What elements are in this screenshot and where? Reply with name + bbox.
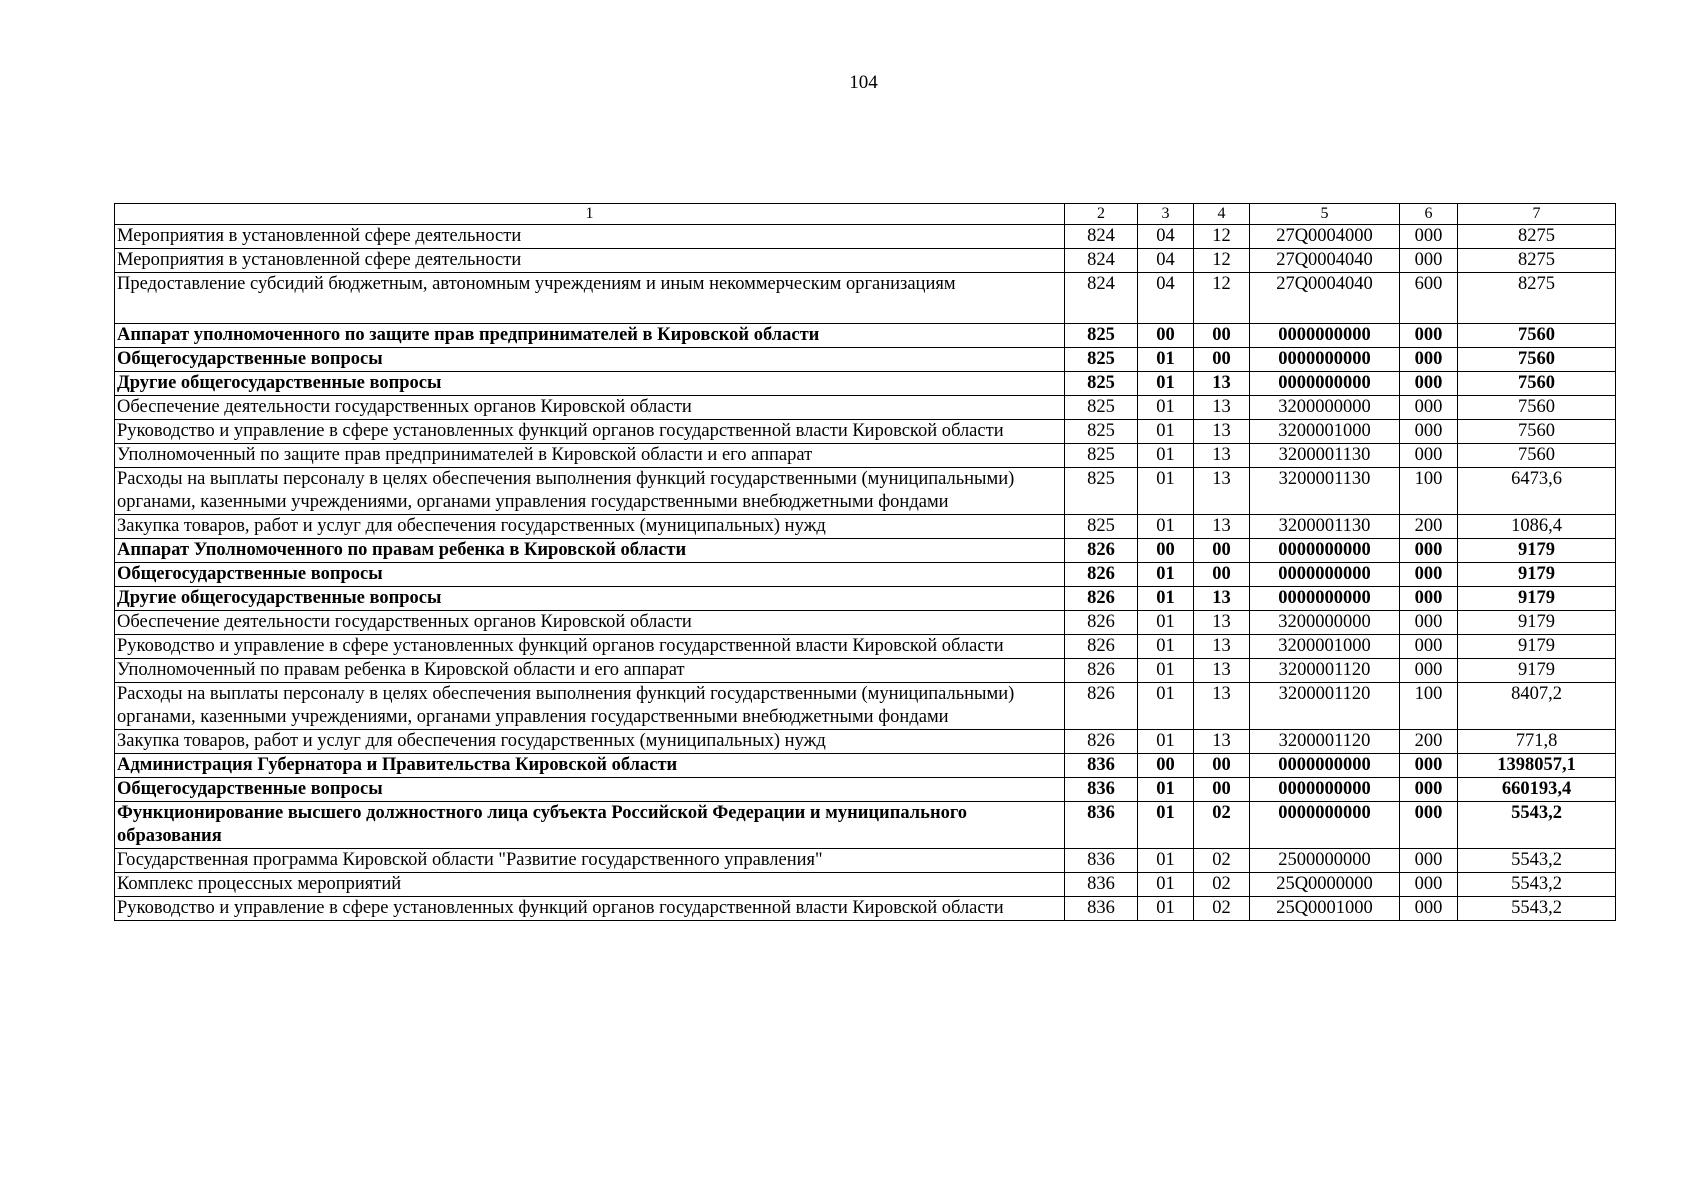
section-cell: 04	[1138, 225, 1194, 249]
table-row	[115, 539, 1616, 563]
budget-table	[114, 203, 1616, 921]
table-row	[115, 225, 1616, 249]
subsection-cell: 13	[1194, 587, 1250, 611]
subsection-cell: 00	[1194, 324, 1250, 348]
amount-cell: 5543,2	[1458, 802, 1616, 849]
section-cell: 01	[1138, 372, 1194, 396]
expense-type-cell: 000	[1400, 225, 1458, 249]
expense-type-cell: 000	[1400, 611, 1458, 635]
target-article-cell: 3200001130	[1250, 444, 1400, 468]
table-row	[115, 273, 1616, 324]
amount-cell: 1086,4	[1458, 515, 1616, 539]
amount-cell: 9179	[1458, 563, 1616, 587]
section-cell: 01	[1138, 444, 1194, 468]
row-name-cell: Государственная программа Кировской области "Развитие государственного управления"	[115, 849, 1065, 873]
row-name-cell: Общегосударственные вопросы	[115, 563, 1065, 587]
section-cell: 04	[1138, 249, 1194, 273]
table-row	[115, 420, 1616, 444]
row-name-cell: Аппарат Уполномоченного по правам ребенка в Кировской области	[115, 539, 1065, 563]
expense-type-cell: 100	[1400, 683, 1458, 730]
subsection-cell: 02	[1194, 897, 1250, 921]
section-cell: 01	[1138, 802, 1194, 849]
target-article-cell: 3200000000	[1250, 396, 1400, 420]
subsection-cell: 13	[1194, 659, 1250, 683]
target-article-cell: 0000000000	[1250, 563, 1400, 587]
subsection-cell: 02	[1194, 802, 1250, 849]
section-cell: 00	[1138, 754, 1194, 778]
amount-cell: 7560	[1458, 348, 1616, 372]
subsection-cell: 12	[1194, 249, 1250, 273]
subsection-cell: 00	[1194, 563, 1250, 587]
table-row	[115, 396, 1616, 420]
table-row	[115, 778, 1616, 802]
target-article-cell: 3200001120	[1250, 659, 1400, 683]
target-article-cell: 27Q0004040	[1250, 273, 1400, 324]
row-name-cell: Комплекс процессных мероприятий	[115, 873, 1065, 897]
table-header-row	[115, 204, 1616, 225]
target-article-cell: 0000000000	[1250, 348, 1400, 372]
row-name-cell: Мероприятия в установленной сфере деятельности	[115, 249, 1065, 273]
amount-cell: 9179	[1458, 611, 1616, 635]
code-cell: 824	[1065, 249, 1138, 273]
table-row	[115, 873, 1616, 897]
expense-type-cell: 000	[1400, 420, 1458, 444]
expense-type-cell: 100	[1400, 468, 1458, 515]
expense-type-cell: 000	[1400, 249, 1458, 273]
header-cell-col5: 5	[1250, 204, 1400, 225]
section-cell: 01	[1138, 468, 1194, 515]
subsection-cell: 12	[1194, 225, 1250, 249]
code-cell: 825	[1065, 444, 1138, 468]
subsection-cell: 00	[1194, 348, 1250, 372]
amount-cell: 6473,6	[1458, 468, 1616, 515]
amount-cell: 7560	[1458, 324, 1616, 348]
expense-type-cell: 000	[1400, 348, 1458, 372]
row-name-cell: Закупка товаров, работ и услуг для обеспечения государственных (муниципальных) нужд	[115, 515, 1065, 539]
row-name-cell: Обеспечение деятельности государственных органов Кировской области	[115, 611, 1065, 635]
code-cell: 836	[1065, 778, 1138, 802]
row-name-cell: Уполномоченный по защите прав предпринимателей в Кировской области и его аппарат	[115, 444, 1065, 468]
expense-type-cell: 000	[1400, 849, 1458, 873]
section-cell: 01	[1138, 396, 1194, 420]
code-cell: 826	[1065, 635, 1138, 659]
table-row	[115, 348, 1616, 372]
section-cell: 01	[1138, 348, 1194, 372]
target-article-cell: 0000000000	[1250, 587, 1400, 611]
amount-cell: 7560	[1458, 444, 1616, 468]
section-cell: 01	[1138, 515, 1194, 539]
target-article-cell: 3200001120	[1250, 730, 1400, 754]
section-cell: 00	[1138, 539, 1194, 563]
code-cell: 836	[1065, 754, 1138, 778]
table-row	[115, 802, 1616, 849]
section-cell: 01	[1138, 873, 1194, 897]
target-article-cell: 25Q0001000	[1250, 897, 1400, 921]
expense-type-cell: 000	[1400, 802, 1458, 849]
table-row	[115, 587, 1616, 611]
row-name-cell: Мероприятия в установленной сфере деятельности	[115, 225, 1065, 249]
subsection-cell: 13	[1194, 683, 1250, 730]
row-name-cell: Расходы на выплаты персоналу в целях обеспечения выполнения функций государственными (муниципальными) органами, казенными учреждениями, органами управления государственными внебюджетными фондами	[115, 468, 1065, 515]
amount-cell: 5543,2	[1458, 897, 1616, 921]
code-cell: 825	[1065, 372, 1138, 396]
code-cell: 836	[1065, 873, 1138, 897]
code-cell: 825	[1065, 420, 1138, 444]
code-cell: 825	[1065, 396, 1138, 420]
table-row	[115, 444, 1616, 468]
expense-type-cell: 000	[1400, 539, 1458, 563]
code-cell: 824	[1065, 273, 1138, 324]
expense-type-cell: 000	[1400, 635, 1458, 659]
row-name-cell: Уполномоченный по правам ребенка в Кировской области и его аппарат	[115, 659, 1065, 683]
table-row	[115, 849, 1616, 873]
amount-cell: 8275	[1458, 225, 1616, 249]
subsection-cell: 00	[1194, 778, 1250, 802]
row-name-cell: Другие общегосударственные вопросы	[115, 587, 1065, 611]
expense-type-cell: 000	[1400, 873, 1458, 897]
section-cell: 01	[1138, 778, 1194, 802]
code-cell: 825	[1065, 515, 1138, 539]
target-article-cell: 0000000000	[1250, 372, 1400, 396]
row-name-cell: Расходы на выплаты персоналу в целях обеспечения выполнения функций государственными (муниципальными) органами, казенными учреждениями, органами управления государственными внебюджетными фондами	[115, 683, 1065, 730]
subsection-cell: 13	[1194, 468, 1250, 515]
target-article-cell: 3200001000	[1250, 635, 1400, 659]
code-cell: 836	[1065, 897, 1138, 921]
target-article-cell: 0000000000	[1250, 539, 1400, 563]
row-name-cell: Закупка товаров, работ и услуг для обеспечения государственных (муниципальных) нужд	[115, 730, 1065, 754]
subsection-cell: 02	[1194, 873, 1250, 897]
amount-cell: 9179	[1458, 659, 1616, 683]
expense-type-cell: 000	[1400, 754, 1458, 778]
table-row	[115, 897, 1616, 921]
target-article-cell: 3200001000	[1250, 420, 1400, 444]
table-row	[115, 730, 1616, 754]
page-number: 104	[849, 72, 878, 93]
table-body	[115, 204, 1616, 921]
code-cell: 836	[1065, 849, 1138, 873]
expense-type-cell: 000	[1400, 778, 1458, 802]
code-cell: 836	[1065, 802, 1138, 849]
header-cell-col2: 2	[1065, 204, 1138, 225]
amount-cell: 7560	[1458, 420, 1616, 444]
amount-cell: 9179	[1458, 635, 1616, 659]
section-cell: 01	[1138, 611, 1194, 635]
amount-cell: 8407,2	[1458, 683, 1616, 730]
header-cell-col4: 4	[1194, 204, 1250, 225]
code-cell: 825	[1065, 324, 1138, 348]
row-name-cell: Руководство и управление в сфере установленных функций органов государственной власти Кировской области	[115, 897, 1065, 921]
expense-type-cell: 200	[1400, 515, 1458, 539]
section-cell: 00	[1138, 324, 1194, 348]
amount-cell: 7560	[1458, 372, 1616, 396]
section-cell: 01	[1138, 897, 1194, 921]
expense-type-cell: 200	[1400, 730, 1458, 754]
code-cell: 826	[1065, 683, 1138, 730]
amount-cell: 5543,2	[1458, 873, 1616, 897]
code-cell: 825	[1065, 348, 1138, 372]
target-article-cell: 3200001130	[1250, 515, 1400, 539]
amount-cell: 9179	[1458, 539, 1616, 563]
expense-type-cell: 000	[1400, 897, 1458, 921]
section-cell: 01	[1138, 659, 1194, 683]
section-cell: 01	[1138, 420, 1194, 444]
code-cell: 824	[1065, 225, 1138, 249]
target-article-cell: 27Q0004040	[1250, 249, 1400, 273]
target-article-cell: 3200001120	[1250, 683, 1400, 730]
subsection-cell: 13	[1194, 515, 1250, 539]
amount-cell: 7560	[1458, 396, 1616, 420]
code-cell: 825	[1065, 468, 1138, 515]
amount-cell: 9179	[1458, 587, 1616, 611]
subsection-cell: 13	[1194, 372, 1250, 396]
target-article-cell: 0000000000	[1250, 802, 1400, 849]
section-cell: 04	[1138, 273, 1194, 324]
header-cell-col6: 6	[1400, 204, 1458, 225]
subsection-cell: 13	[1194, 396, 1250, 420]
target-article-cell: 0000000000	[1250, 778, 1400, 802]
table-row	[115, 659, 1616, 683]
expense-type-cell: 000	[1400, 659, 1458, 683]
subsection-cell: 13	[1194, 611, 1250, 635]
header-cell-col3: 3	[1138, 204, 1194, 225]
subsection-cell: 02	[1194, 849, 1250, 873]
row-name-cell: Обеспечение деятельности государственных органов Кировской области	[115, 396, 1065, 420]
row-name-cell: Предоставление субсидий бюджетным, автономным учреждениям и иным некоммерческим организациям	[115, 273, 1065, 324]
code-cell: 826	[1065, 539, 1138, 563]
table-row	[115, 372, 1616, 396]
subsection-cell: 00	[1194, 539, 1250, 563]
target-article-cell: 3200000000	[1250, 611, 1400, 635]
section-cell: 01	[1138, 635, 1194, 659]
subsection-cell: 13	[1194, 635, 1250, 659]
subsection-cell: 13	[1194, 730, 1250, 754]
row-name-cell: Общегосударственные вопросы	[115, 348, 1065, 372]
expense-type-cell: 600	[1400, 273, 1458, 324]
expense-type-cell: 000	[1400, 587, 1458, 611]
amount-cell: 660193,4	[1458, 778, 1616, 802]
subsection-cell: 13	[1194, 444, 1250, 468]
target-article-cell: 0000000000	[1250, 754, 1400, 778]
table-row	[115, 754, 1616, 778]
table-row	[115, 683, 1616, 730]
amount-cell: 771,8	[1458, 730, 1616, 754]
table-row	[115, 249, 1616, 273]
target-article-cell: 3200001130	[1250, 468, 1400, 515]
code-cell: 826	[1065, 587, 1138, 611]
expense-type-cell: 000	[1400, 444, 1458, 468]
target-article-cell: 2500000000	[1250, 849, 1400, 873]
section-cell: 01	[1138, 683, 1194, 730]
amount-cell: 5543,2	[1458, 849, 1616, 873]
table-row	[115, 468, 1616, 515]
row-name-cell: Функционирование высшего должностного лица субъекта Российской Федерации и муниципального образования	[115, 802, 1065, 849]
row-name-cell: Администрация Губернатора и Правительства Кировской области	[115, 754, 1065, 778]
subsection-cell: 00	[1194, 754, 1250, 778]
row-name-cell: Руководство и управление в сфере установленных функций органов государственной власти Кировской области	[115, 420, 1065, 444]
section-cell: 01	[1138, 849, 1194, 873]
table-row	[115, 515, 1616, 539]
expense-type-cell: 000	[1400, 563, 1458, 587]
code-cell: 826	[1065, 563, 1138, 587]
table-row	[115, 635, 1616, 659]
target-article-cell: 0000000000	[1250, 324, 1400, 348]
expense-type-cell: 000	[1400, 396, 1458, 420]
amount-cell: 8275	[1458, 273, 1616, 324]
expense-type-cell: 000	[1400, 372, 1458, 396]
section-cell: 01	[1138, 587, 1194, 611]
expense-type-cell: 000	[1400, 324, 1458, 348]
target-article-cell: 25Q0000000	[1250, 873, 1400, 897]
header-cell-col7: 7	[1458, 204, 1616, 225]
row-name-cell: Общегосударственные вопросы	[115, 778, 1065, 802]
amount-cell: 1398057,1	[1458, 754, 1616, 778]
section-cell: 01	[1138, 563, 1194, 587]
code-cell: 826	[1065, 611, 1138, 635]
subsection-cell: 12	[1194, 273, 1250, 324]
header-cell-col1: 1	[115, 204, 1065, 225]
row-name-cell: Аппарат уполномоченного по защите прав предпринимателей в Кировской области	[115, 324, 1065, 348]
row-name-cell: Другие общегосударственные вопросы	[115, 372, 1065, 396]
subsection-cell: 13	[1194, 420, 1250, 444]
code-cell: 826	[1065, 659, 1138, 683]
table-row	[115, 611, 1616, 635]
row-name-cell: Руководство и управление в сфере установленных функций органов государственной власти Кировской области	[115, 635, 1065, 659]
code-cell: 826	[1065, 730, 1138, 754]
table-row	[115, 563, 1616, 587]
amount-cell: 8275	[1458, 249, 1616, 273]
table-row	[115, 324, 1616, 348]
target-article-cell: 27Q0004000	[1250, 225, 1400, 249]
section-cell: 01	[1138, 730, 1194, 754]
